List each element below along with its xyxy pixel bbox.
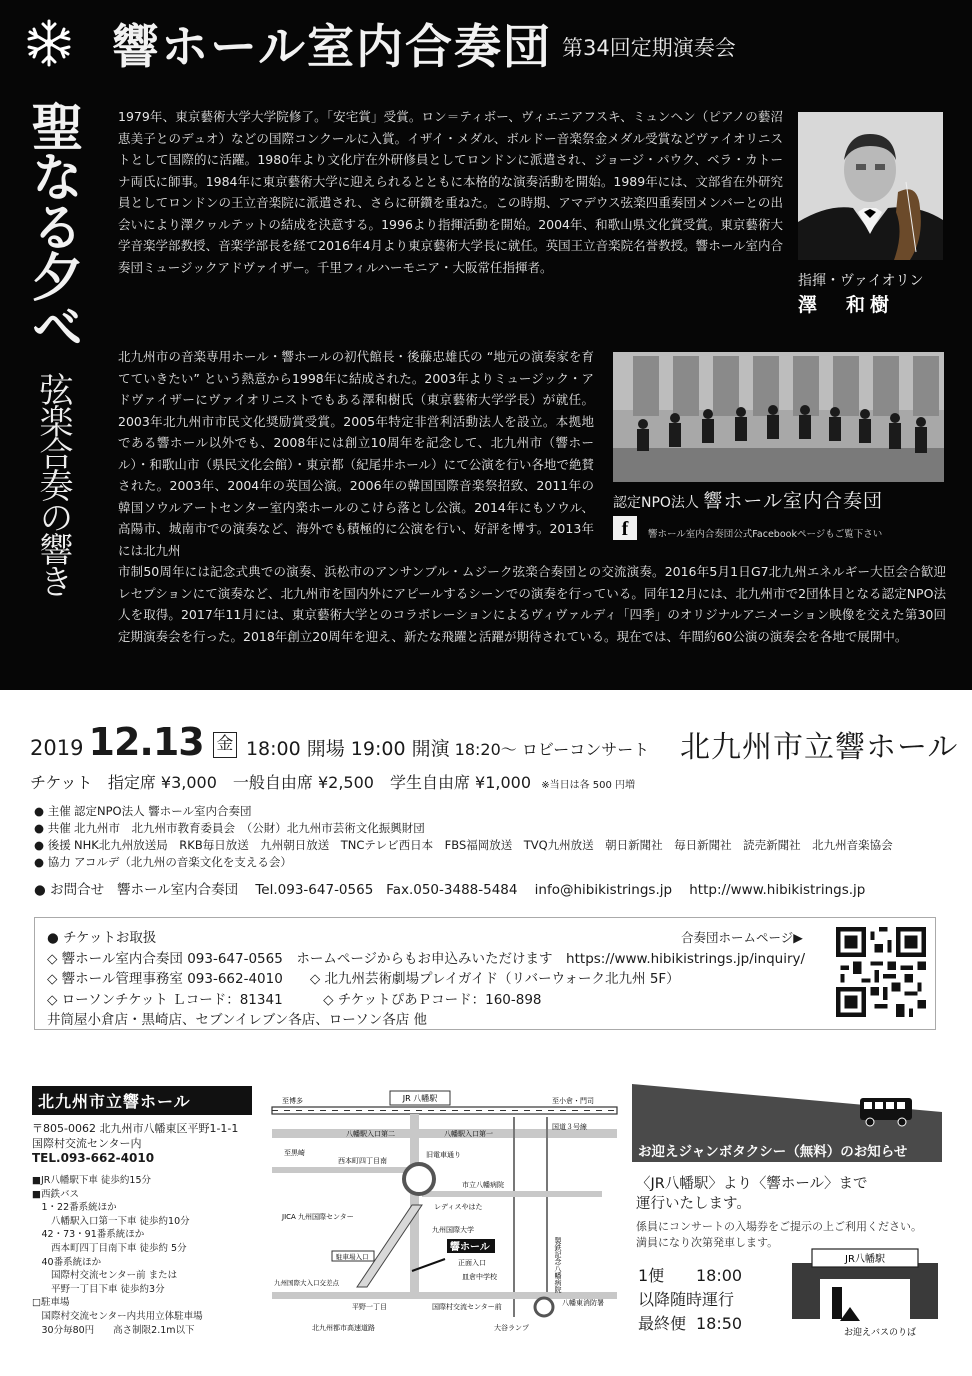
schedule-row (638, 1288, 742, 1312)
event-venue: 北九州市立響ホール (680, 730, 959, 765)
ticket-outlets (34, 917, 936, 1030)
credit-row (34, 854, 893, 871)
tickets-list: 指定席 ¥3,000 一般自由席 ¥2,500 学生自由席 ¥1,000 (107, 773, 532, 792)
event-date: 12.13 (88, 720, 204, 764)
map-jr-station: JR 八幡駅 (402, 1094, 438, 1103)
map-fire: 八幡東消防署 (562, 1299, 604, 1307)
contact-tel[interactable]: Tel.093-647-0565 (255, 882, 374, 898)
facebook-icon[interactable]: f (613, 516, 637, 540)
access-info (32, 1174, 252, 1337)
conductor-role: 指揮・ヴァイオリン (798, 273, 924, 289)
ensemble-photo (613, 352, 944, 482)
taxi-note-line: 係員にコンサートの入場券をご提示の上ご利用ください。 (636, 1220, 922, 1233)
map-kurosaki: 至黒崎 (284, 1149, 305, 1157)
schedule-time: 18:00 (696, 1266, 743, 1285)
hall-name: 北九州市立響ホール (32, 1086, 252, 1115)
schedule-time: 18:50 (696, 1314, 743, 1333)
map-main-entrance: 正面入口 (458, 1259, 486, 1267)
event-date-line (30, 720, 649, 764)
schedule-label: 1便 (638, 1266, 665, 1285)
map-hirano: 平野一丁目 (352, 1303, 387, 1311)
hall-info (32, 1086, 252, 1337)
access-line: 1・22番系統ほか (32, 1202, 117, 1214)
main-title: 聖なる夕べ (22, 100, 82, 350)
hall-building: 国際村交流センター内 (32, 1137, 142, 1150)
ticket-prices (30, 770, 635, 793)
schedule-row (638, 1264, 742, 1288)
access-line: ■JR八幡駅下車 徒歩約15分 (32, 1175, 151, 1186)
map-ootani: 大谷ランプ (494, 1324, 529, 1332)
map-hospital: 市立八幡病院 (462, 1181, 504, 1189)
npo-prefix: 認定NPO法人 (613, 495, 699, 511)
conductor-name: 澤 和樹 (798, 294, 895, 316)
map-old-route: 旧電車通り (426, 1151, 461, 1159)
credit-value: 認定NPO法人 響ホール室内合奏団 (74, 804, 252, 818)
bus-diagram-station: JR八幡駅 (845, 1254, 885, 1265)
schedule-label: 最終便 (638, 1314, 687, 1333)
taxi-title: お迎えジャンボタクシー（無料）のお知らせ (638, 1144, 908, 1160)
hall-postal: 〒805-0062 北九州市八幡東区平野1-1-1 (32, 1122, 239, 1135)
tickets-label: チケット (30, 773, 93, 792)
schedule-row (638, 1312, 742, 1336)
hall-tel[interactable]: TEL.093-662-4010 (32, 1151, 155, 1165)
bus-diagram-stop: お迎えバスのりば (843, 1328, 917, 1338)
taxi-line: 〈JR八幡駅〉より〈響ホール〉まで (636, 1176, 868, 1192)
credit-row (34, 803, 893, 820)
map-nishihonmachi: 西本町四丁目南 (338, 1157, 387, 1165)
sub-title: 弦楽合奏の響き (33, 372, 73, 596)
taxi-text (636, 1174, 868, 1214)
credit-value: アコルデ（北九州の音楽文化を支える会） (74, 855, 292, 869)
access-line: 42・73・91番系統ほか (32, 1229, 145, 1241)
credit-key: ● 後援 (34, 838, 71, 852)
map-to-hakata: 至博多 (282, 1097, 303, 1105)
access-line: 国際村交流センター内共用立体駐車場 (32, 1310, 203, 1322)
map-parking: 駐車場入口 (336, 1253, 369, 1261)
taxi-note-line: 満員になり次第発車します。 (636, 1236, 779, 1249)
outlet-line: 井筒屋小倉店・黒崎店、セブンイレブン各店、ローソン各店 他 (47, 1012, 427, 1028)
credits (34, 803, 893, 871)
access-line: 国際村交流センター前 または (32, 1270, 178, 1282)
qr-code-icon[interactable] (836, 927, 926, 1017)
credit-key: ● 共催 (34, 821, 71, 835)
map-hall: 響ホール (450, 1242, 490, 1253)
taxi-schedule (638, 1264, 742, 1336)
ensemble-bio-part1: 北九州市の音楽専用ホール・響ホールの初代館長・後藤忠雄氏の “地元の演奏家を育てていきたい” という熱意から1998年に結成された。2003年よりミュージック・アドヴァイザーにヴァイオリニストでもある澤和樹氏（東京藝術大学学長）が就任。2003年北九州市市民文化奨励賞受賞。2005年特定非営利活動法人を設立。本拠地である響ホール以外でも、2008年には創立10周年を記念して、北九州市（響ホール）・和歌山市（県民文化会館）・東京都（紀尾井ホール）にて公演を行い各地で絶賛された。2003年、2004年の英国公演。2006年の韓国国際音楽祭招致、2011年の韓国ソウルアートセンター室内楽ホールのこけら落とし公演。2014年にもソウル、高陽市、城南市での演奏など、海外でも積極的に公演を行い、好評を博す。2013年には北九州 (118, 349, 594, 558)
map-to-kokura: 至小倉・門司 (552, 1097, 594, 1105)
npo-name: 響ホール室内合奏団 (703, 490, 884, 512)
access-line: 40番系統ほか (32, 1256, 102, 1268)
map-highschool: 皿倉中学校 (462, 1273, 497, 1281)
map-station-entrance1: 八幡駅入口第一 (444, 1130, 493, 1138)
contact-label: ● お問合せ (34, 882, 105, 898)
homepage-label[interactable]: 合奏団ホームページ▶ (681, 930, 803, 945)
contact-org: 響ホール室内合奏団 (116, 882, 239, 898)
map-toshi: 北九州都市高速道路 (312, 1324, 375, 1332)
lobby-concert: 18:20～ ロビーコンサート (454, 740, 650, 759)
map-center-mae: 国際村交流センター前 (432, 1303, 502, 1311)
concert-title: 第34回定期演奏会 (562, 36, 736, 60)
facebook-note: 響ホール室内合奏団公式Facebookページもご覧下さい (648, 529, 883, 540)
conductor-photo (798, 112, 943, 260)
credit-key: ● 協力 (34, 855, 71, 869)
access-line: ■西鉄バス (32, 1188, 79, 1200)
event-weekday: 金 (213, 732, 237, 758)
map-ladies: レディスやはた (434, 1203, 483, 1211)
contact (34, 878, 865, 898)
map-kyushu-univ: 九州国際大学 (432, 1226, 474, 1234)
contact-email[interactable]: info@hibikistrings.jp (534, 882, 673, 898)
ensemble-bio-part2: 市制50周年には記念式典での演奏、浜松市のアンサンブル・ムジーク弦楽合奏団との交流演奏。2016年5月1日G7北九州エネルギー大臣会合歓迎レセプションにて演奏など、北九州市を国内外にアピールするシーンでの演奏を行っている。同年12月には、北九州市で2団体目となる認定NPO法人を取得。2017年11月には、東京藝術大学とのコラボレーションによるヴィヴァルディ「四季」のオリジナルアニメーション映像を交えた第30回定期演奏会を行った。2018年創立20周年を迎え、新たな飛躍と活躍が期待されている。現在では、年間約60公演の演奏会を各地で展開中。 (118, 564, 946, 644)
contact-fax: Fax.050-3488-5484 (386, 882, 518, 898)
map-station-entrance2: 八幡駅入口第二 (346, 1130, 395, 1138)
outlet-heading: ● チケットお取扱 (47, 930, 157, 946)
credit-row (34, 820, 893, 837)
event-times: 18:00 開場 19:00 開演 (245, 738, 450, 760)
outlet-line: ◇ 響ホール室内合奏団 093-647-0565 ホームページからもお申込みいただけます https://www.hibikistrings.jp/inquiry/ (47, 950, 806, 967)
access-line: □駐車場 (32, 1297, 70, 1309)
contact-url[interactable]: http://www.hibikistrings.jp (689, 882, 866, 898)
event-year: 2019 (30, 736, 84, 760)
credit-value: NHK北九州放送局 RKB毎日放送 九州朝日放送 TNCテレビ西日本 FBS福岡放送 TVQ九州放送 朝日新聞社 毎日新聞社 読売新聞社 北九州音楽協会 (74, 838, 893, 852)
credit-key: ● 主催 (34, 804, 71, 818)
bus-stop-diagram (790, 1247, 940, 1342)
conductor-bio: 1979年、東京藝術大学大学院修了。「安宅賞」受賞。ロン＝ティボー、ヴィエニアフスキ、ミュンヘン（ピアノの藝沼恵美子とのデュオ）などの国際コンクールに入賞。イザイ・メダル、ボルドー音楽祭金メダル受賞などヴァイオリニストとして国際的に活躍。1980年より文化庁在外研修員としてロンドンに派遣され、ジョージ・パウク、ベラ・カトーナ両氏に師事。1984年に東京藝術大学に迎えられるとともに本格的な演奏活動を開始。1989年には、文部省在外研究員としてロンドンの王立音楽院に派遣され、さらに研鑽を重ねた。この時期、アマデウス弦楽四重奏団メンバーとの出会いにより澤クヮルテットの結成を決意する。1996より指揮活動を開始。2004年、和歌山県文化賞受賞。東京藝術大学音楽学部教授、音楽学部長を経て2016年4月より東京藝術大学長に就任。英国王立音楽院名誉教授。響ホール室内合奏団ミュージックアドヴァイザー。千里フィルハーモニア・大阪常任指揮者。 (118, 109, 783, 275)
ensemble-name: 響ホール室内合奏団 (112, 20, 553, 75)
map-seitetsu: 製鉄記念八幡病院 (554, 1237, 562, 1293)
credit-value: 北九州市 北九州市教育委員会 （公財）北九州市芸術文化振興財団 (74, 821, 425, 835)
snowflake-icon (24, 18, 74, 68)
map-route3: 国道３号線 (552, 1123, 587, 1131)
schedule-label: 以降随時運行 (638, 1290, 735, 1309)
hall-address (32, 1121, 252, 1166)
credit-row (34, 837, 893, 854)
outlet-line: ◇ 響ホール管理事務室 093-662-4010 ◇ 北九州芸術劇場プレイガイド（リバーウォーク北九州 5F） (47, 971, 680, 987)
access-line: 西本町四丁目南下車 徒歩約 5分 (32, 1242, 187, 1254)
tickets-note: ※当日は各 500 円増 (541, 780, 636, 791)
taxi-line: 運行いたします。 (636, 1196, 751, 1212)
npo-label (613, 486, 883, 513)
map-jica: JICA 九州国際センター (282, 1213, 354, 1221)
access-line: 八幡駅入口第一下車 徒歩約10分 (32, 1215, 190, 1227)
map-kokusai-mae: 九州国際大入口交差点 (274, 1279, 339, 1287)
access-line: 30分毎80円 高さ制限2.1m以下 (32, 1324, 195, 1336)
access-map (262, 1087, 624, 1337)
access-line: 平野一丁目下車 徒歩約3分 (32, 1283, 165, 1295)
outlet-line: ◇ ローソンチケット Ｌコード：81341 ◇ チケットぴあＰコード：160-898 (47, 991, 542, 1008)
